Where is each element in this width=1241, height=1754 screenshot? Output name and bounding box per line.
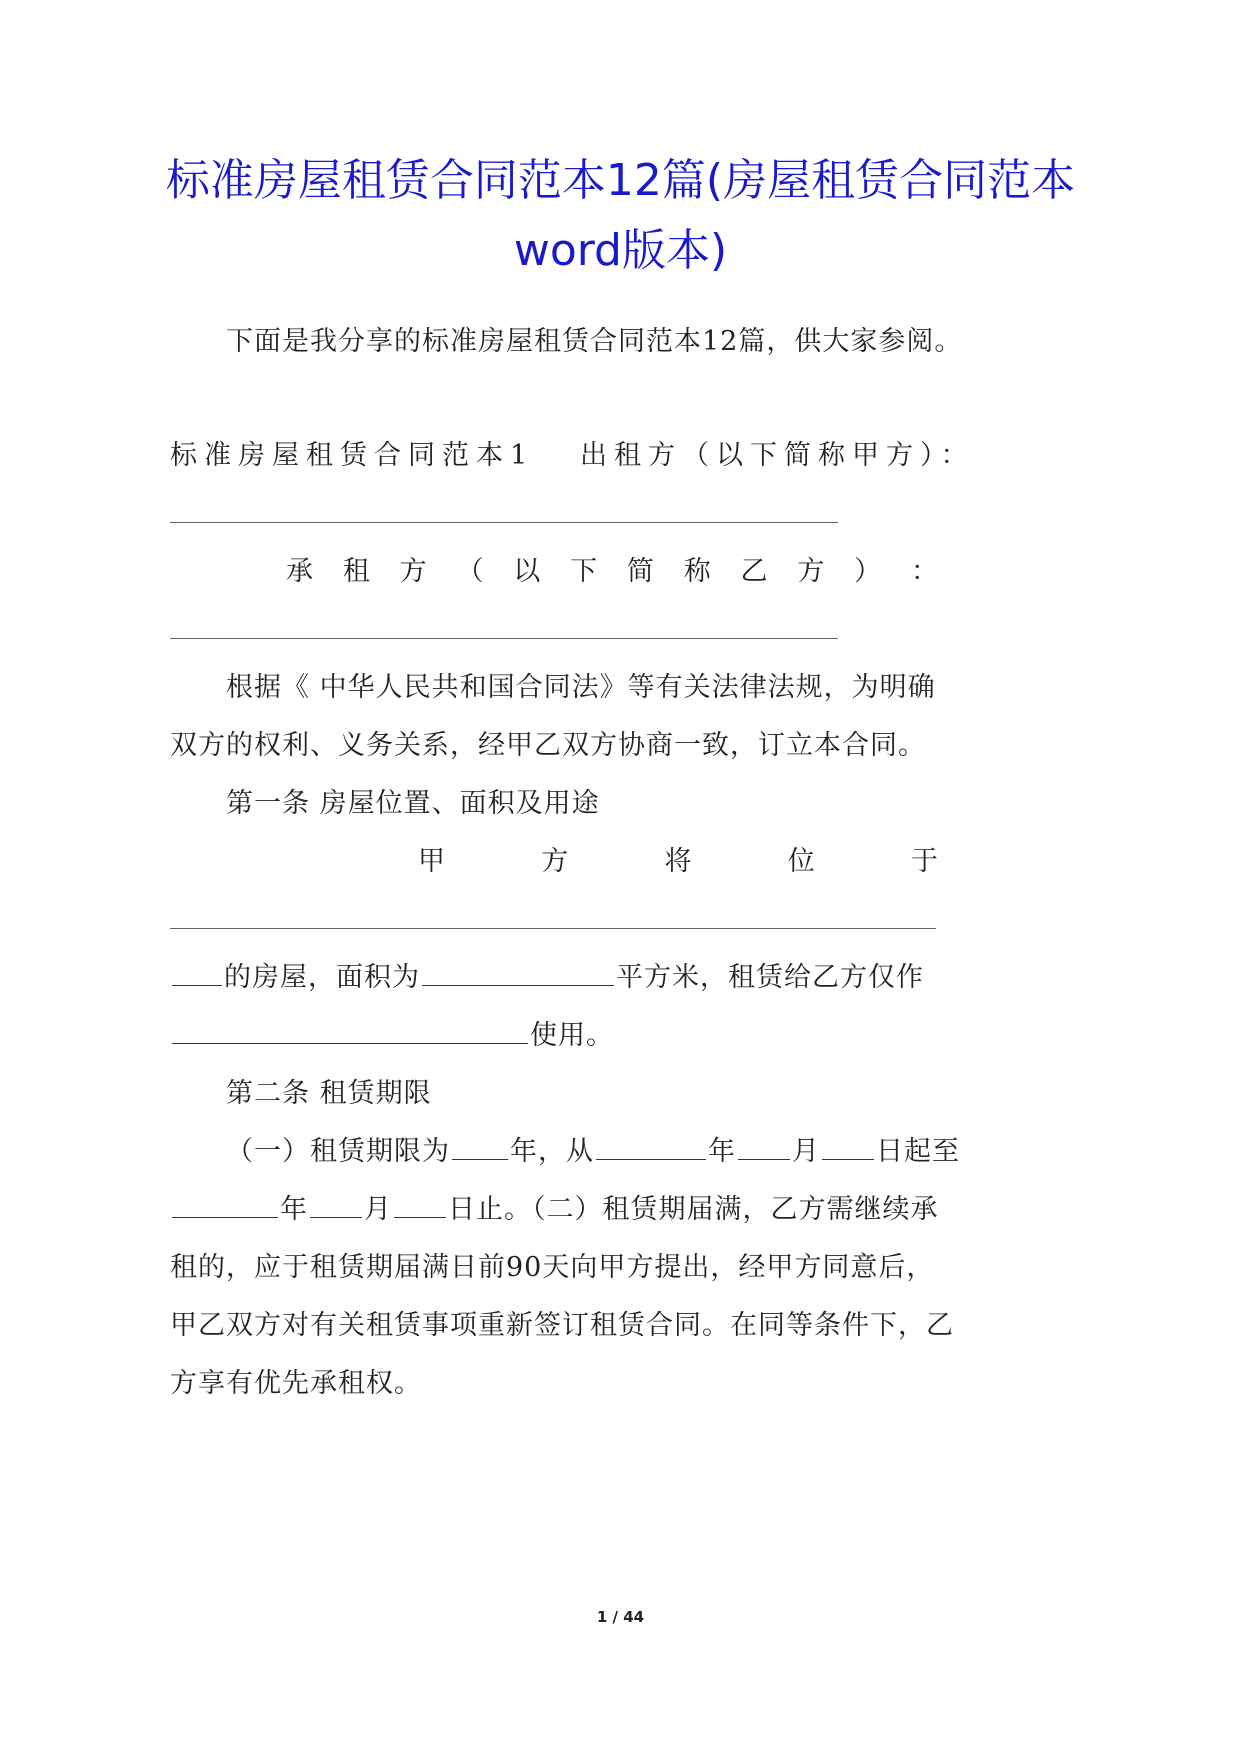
lessee-char: 简 [626, 556, 654, 587]
lessee-char: 方 [797, 556, 825, 587]
page-number: 1 / 44 [596, 1608, 645, 1626]
lessee-char: 租 [342, 556, 370, 587]
lessee-char: 方 [399, 556, 427, 587]
located-char: 将 [664, 846, 692, 877]
years-blank [452, 1137, 508, 1160]
term-text: 月 [792, 1136, 820, 1167]
lessee-char: 承 [286, 556, 313, 587]
start-day-blank [822, 1137, 874, 1160]
basis-line-1: 根据《 中华人民共和国合同法》等有关法律法规，为明确 [226, 672, 936, 703]
located-char: 方 [541, 846, 569, 877]
start-month-blank [738, 1137, 790, 1160]
sample-heading: 标准房屋租赁合同范本1 [170, 440, 535, 471]
article-1-heading: 第一条 房屋位置、面积及用途 [226, 788, 600, 819]
lessor-label: 出租方（以下简称甲方）： [580, 440, 975, 471]
lessee-char: ） [854, 556, 882, 587]
term-line-1 [226, 1132, 960, 1172]
house-text-2: 平方米，租赁给乙方仅作 [616, 962, 924, 993]
term-line-4: 甲乙双方对有关租赁事项重新签订租赁合同。在同等条件下，乙 [170, 1310, 954, 1341]
term-text: 日起至 [876, 1136, 960, 1167]
located-char: 位 [787, 846, 815, 877]
document-title: 标准房屋租赁合同范本12篇(房屋租赁合同范本word版本) [165, 155, 1076, 276]
lessee-char: ： [910, 556, 938, 587]
lessor-blank-line [170, 522, 838, 523]
end-day-blank [394, 1195, 446, 1218]
lessee-char: 乙 [740, 556, 768, 587]
term-line-5: 方享有优先承租权。 [170, 1368, 422, 1399]
lessee-char: 下 [570, 556, 598, 587]
term-line-2 [170, 1190, 939, 1230]
term-text: （一）租赁期限为 [226, 1136, 450, 1167]
term-text: 日止。（二）租赁期届满，乙方需继续承 [448, 1194, 939, 1225]
use-line [170, 1016, 614, 1056]
lessee-blank-line [170, 638, 838, 639]
located-at-label [418, 842, 938, 882]
start-year-blank [596, 1137, 706, 1160]
use-text: 使用。 [530, 1020, 614, 1051]
lessee-label [286, 552, 938, 592]
house-text-1: 的房屋，面积为 [224, 962, 420, 993]
term-text: 年，从 [510, 1136, 594, 1167]
lessee-char: 以 [513, 556, 541, 587]
use-blank [172, 1021, 528, 1044]
area-blank [422, 963, 614, 986]
address-blank-line [170, 928, 936, 929]
end-month-blank [310, 1195, 362, 1218]
article-2-heading: 第二条 租赁期限 [226, 1078, 432, 1109]
term-text: 月 [364, 1194, 392, 1225]
basis-line-2: 双方的权利、义务关系，经甲乙双方协商一致，订立本合同。 [170, 730, 926, 761]
lessee-char: 称 [683, 556, 711, 587]
blank-field [172, 963, 222, 986]
located-char: 甲 [418, 846, 445, 877]
term-text: 年 [280, 1194, 308, 1225]
located-char: 于 [911, 846, 938, 877]
term-text: 年 [708, 1136, 736, 1167]
term-line-3: 租的，应于租赁期届满日前90天向甲方提出，经甲方同意后， [170, 1252, 935, 1283]
intro-paragraph: 下面是我分享的标准房屋租赁合同范本12篇，供大家参阅。 [226, 326, 963, 357]
house-area-line [170, 958, 924, 998]
lessee-char: （ [456, 556, 484, 587]
end-year-blank [172, 1195, 278, 1218]
